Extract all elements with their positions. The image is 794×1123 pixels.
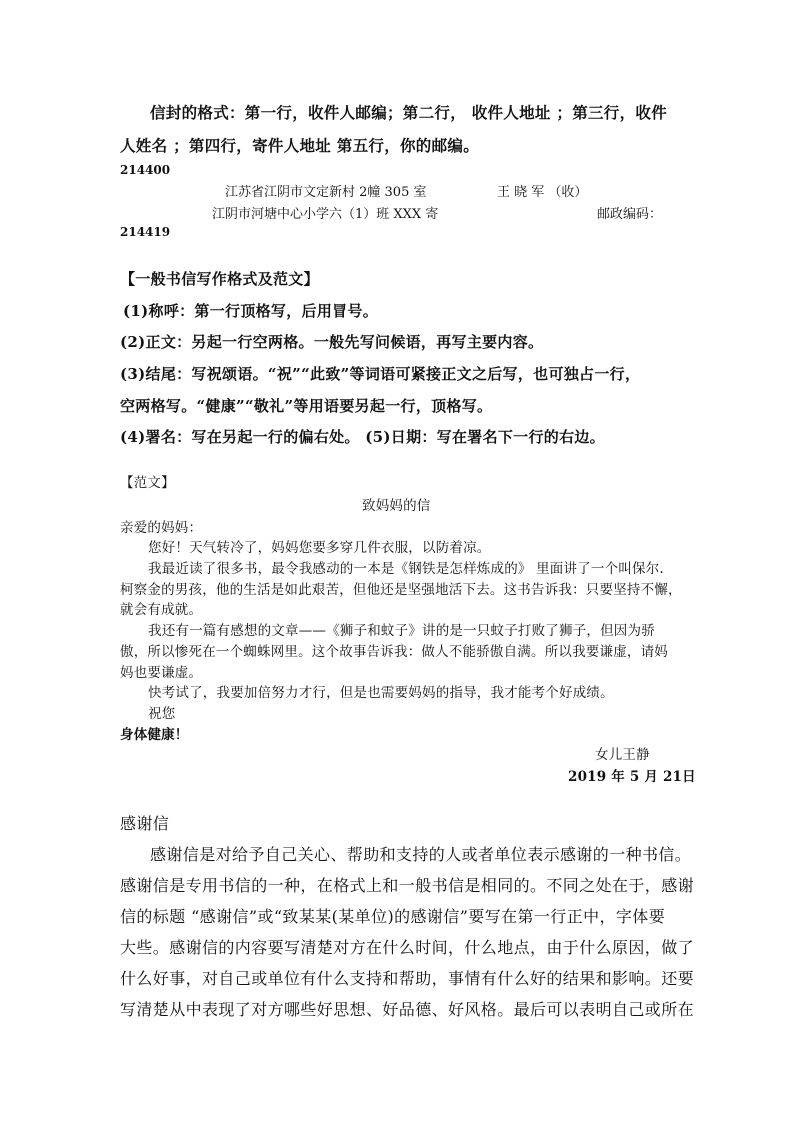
thanks-line: 大些。感谢信的内容要写清楚对方在什么时间，什么地点，由于什么原因，做了	[120, 938, 695, 957]
format-item-3-cont: 空两格写。“健康”“敬礼”等用语要另起一行，顶格写。	[120, 397, 493, 415]
format-heading: 【一般书信写作格式及范文】	[120, 270, 319, 288]
sample-closing: 祝您	[148, 706, 176, 722]
thanks-line: 感谢信是对给予自己关心、帮助和支持的人或者单位表示感谢的一种书信。	[150, 845, 692, 864]
sample-signature: 女儿王静	[595, 747, 650, 763]
sample-line: 柯察金的男孩，他的生活是如此艰苦，但他还是坚强地活下去。这书告诉我：只要坚持不懈，	[120, 582, 682, 598]
sample-closing-wish: 身体健康！	[120, 727, 189, 743]
zip-label: 邮政编码：	[597, 207, 663, 222]
sample-line: 就会有成就。	[120, 602, 203, 618]
sample-line: 您好！天气转冷了，妈妈您要多穿几件衣服，以防着凉。	[148, 540, 491, 556]
envelope-intro-line1: 信封的格式：第一行，收件人邮编；第二行， 收件人地址 ；第三行，收件	[150, 103, 667, 122]
thanks-line: 感谢信是专用书信的一种，在格式上和一般书信是相同的。不同之处在于，感谢	[120, 876, 695, 895]
sample-line: 妈也要谦虚。	[120, 665, 203, 681]
sample-salutation: 亲爱的妈妈：	[120, 520, 203, 536]
sample-line: 快考试了，我要加倍努力才行，但是也需要妈妈的指导，我才能考个好成绩。	[148, 685, 614, 701]
recipient-name: 王 晓 军 （收）	[497, 185, 588, 200]
sample-date: 2019 年 5 月 21日	[568, 769, 696, 785]
thanks-line: 写清楚从中表现了对方哪些好思想、好品德、好风格。最后可以表明自己或所在	[120, 1000, 695, 1019]
sender-address: 江阴市河塘中心小学六（1）班 XXX 寄	[212, 207, 439, 222]
thanks-line: 信的标题 “感谢信”或“致某某(某单位)的感谢信”要写在第一行正中，字体要	[120, 907, 666, 926]
recipient-zip: 214400	[120, 163, 171, 177]
sender-zip: 214419	[120, 225, 171, 239]
sample-title: 致妈妈的信	[362, 498, 431, 514]
thanks-line: 什么好事，对自己或单位有什么支持和帮助，事情有什么好的结果和影响。还要	[120, 969, 695, 988]
envelope-intro-line2: 人姓名 ；第四行，寄件人地址 第五行，你的邮编。	[120, 136, 479, 155]
format-item-1: (1)称呼：第一行顶格写，后用冒号。	[123, 302, 379, 320]
format-item-4-5: (4)署名：写在另起一行的偏右处。 (5)日期：写在署名下一行的右边。	[120, 428, 605, 446]
format-item-2: (2)正文：另起一行空两格。一般先写问候语，再写主要内容。	[120, 333, 544, 351]
format-item-3: (3)结尾：写祝颂语。“祝”“此致”等词语可紧接正文之后写，也可独占一行，	[120, 365, 641, 383]
sample-line: 傲，所以惨死在一个蜘蛛网里。这个故事告诉我：做人不能骄傲自满。所以我要谦虚，请妈	[120, 644, 668, 660]
sample-line: 我还有一篇有感想的文章——《狮子和蚊子》讲的是一只蚊子打败了狮子，但因为骄	[148, 623, 655, 639]
thanks-title: 感谢信	[120, 814, 170, 833]
recipient-address: 江苏省江阴市文定新村 2幢 305 室	[225, 185, 427, 200]
sample-line: 我最近读了很多书，最令我感动的一本是《钢铁是怎样炼成的》 里面讲了一个叫保尔.	[148, 561, 664, 577]
sample-heading: 【范文】	[120, 475, 175, 491]
